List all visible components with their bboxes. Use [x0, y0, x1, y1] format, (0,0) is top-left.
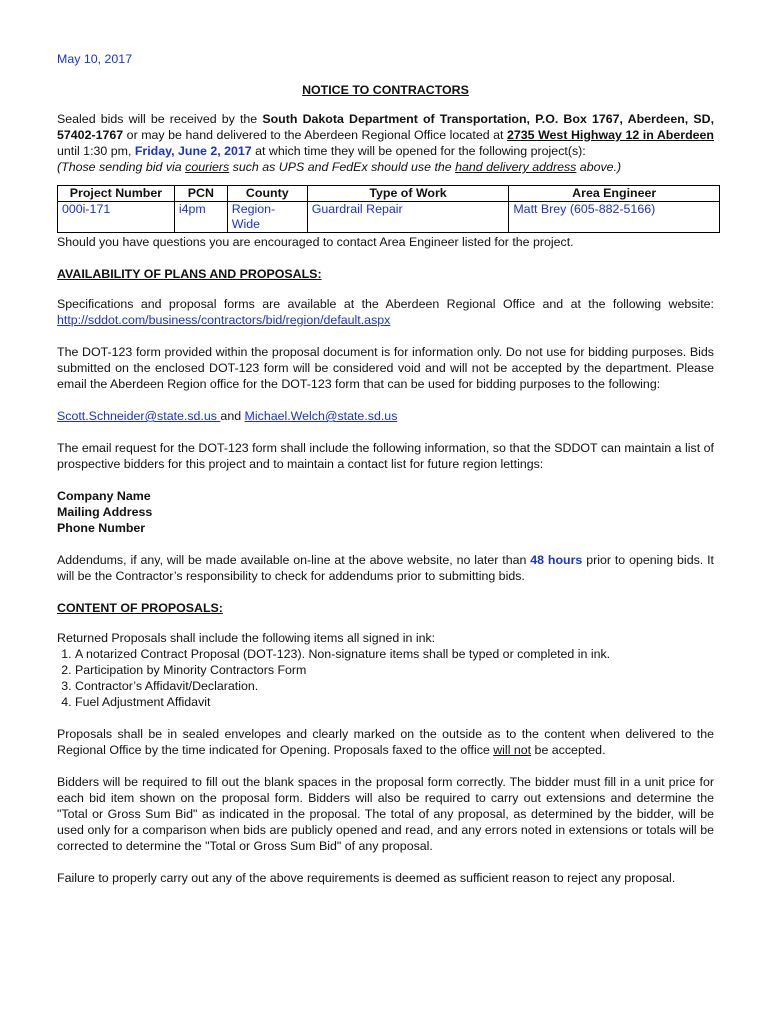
- cell-type-of-work: Guardrail Repair: [307, 202, 509, 233]
- regional-office-address: 2735 West Highway 12 in Aberdeen: [506, 128, 714, 142]
- email-and: and: [220, 409, 245, 423]
- required-info-list: [57, 488, 714, 536]
- proposal-items-list: [57, 646, 714, 710]
- notice-date: May 10, 2017: [57, 52, 133, 66]
- list-item: 2. Participation by Minority Contractors Form: [75, 662, 714, 678]
- addendums-paragraph: [57, 552, 714, 584]
- document-body: [57, 51, 714, 902]
- intro-text-1: Sealed bids will be received by the: [57, 112, 263, 126]
- intro-paragraph: [57, 111, 714, 159]
- email-line: [57, 408, 714, 424]
- website-link[interactable]: http://sddot.com/business/contractors/bid/region/default.aspx: [57, 313, 391, 327]
- courier-note-1: (Those sending bid via: [57, 160, 186, 174]
- email-request-paragraph: The email request for the DOT-123 form shall include the following information, so that the SDDOT can maintain a list of prospective bidders for this project and to maintain a contact list for future region lettings:: [57, 441, 714, 471]
- addendums-text-1: Addendums, if any, will be made available on-line at the above website, no later than: [57, 553, 531, 567]
- list-item: 1. A notarized Contract Proposal (DOT-123). Non-signature items shall be typed or completed in ink.: [75, 646, 714, 662]
- dot123-paragraph: The DOT-123 form provided within the proposal document is for information only. Do not use for bidding purposes. Bids submitted on the enclosed DOT-123 form will be considered void and will not be accepted by the department. Please email the Aberdeen Region office for the DOT-123 form that can be used for bidding purposes to the following:: [57, 345, 714, 391]
- notice-title: NOTICE TO CONTRACTORS: [302, 83, 469, 97]
- list-item: Company Name: [57, 489, 151, 503]
- cell-county: Region-Wide: [227, 202, 307, 233]
- list-item: Phone Number: [57, 521, 146, 535]
- header-pcn: PCN: [174, 186, 227, 202]
- courier-note-2: such as UPS and FedEx should use the: [229, 160, 456, 174]
- header-area-engineer: Area Engineer: [509, 186, 720, 202]
- sddot-mailing-address: South Dakota Department of Transportation, P.O. Box 1767, Aberdeen, SD, 57402-1767: [57, 112, 715, 142]
- courier-note-3: above.): [576, 160, 622, 174]
- sealed-envelopes-paragraph: [57, 726, 714, 758]
- content-heading: CONTENT OF PROPOSALS:: [57, 601, 223, 615]
- courier-note: [57, 159, 714, 175]
- intro-text-2: or may be hand delivered to the Aberdeen Regional Office located at: [123, 128, 507, 142]
- header-type-of-work: Type of Work: [307, 186, 509, 202]
- intro-text-3: until 1:30 pm,: [57, 144, 135, 158]
- failure-paragraph: Failure to properly carry out any of the above requirements is deemed as sufficient reason to reject any proposal.: [57, 871, 676, 885]
- cell-project-number: 000i-171: [58, 202, 175, 233]
- sealed-text-1: Proposals shall be in sealed envelopes and clearly marked on the outside as to the content when delivered to the Regional Office by the time indicated for Opening. Proposals faxed to the office: [57, 727, 714, 757]
- intro-text-4: at which time they will be opened for the following project(s):: [251, 144, 586, 158]
- content-lead: Returned Proposals shall include the following items all signed in ink:: [57, 631, 436, 645]
- project-table-header: [58, 186, 720, 202]
- list-item: 4. Fuel Adjustment Affidavit: [75, 694, 714, 710]
- list-item: 3. Contractor’s Affidavit/Declaration.: [75, 678, 714, 694]
- bid-deadline: Friday, June 2, 2017: [134, 144, 252, 158]
- addendums-text-2: prior to opening bids. It will be the Contractor’s responsibility to check for addendums prior to submitting bids.: [57, 553, 714, 583]
- addendum-hours: 48 hours: [530, 553, 583, 567]
- availability-text: Specifications and proposal forms are available at the Aberdeen Regional Office and at the following website:: [57, 297, 714, 311]
- availability-paragraph: [57, 296, 714, 328]
- table-row: [58, 202, 720, 233]
- project-table: [57, 185, 720, 233]
- hand-delivery-phrase: hand delivery address: [455, 160, 577, 174]
- cell-area-engineer: Matt Brey (605-882-5166): [509, 202, 720, 233]
- header-county: County: [227, 186, 307, 202]
- sealed-text-2: be accepted.: [531, 743, 606, 757]
- cell-pcn: i4pm: [174, 202, 227, 233]
- couriers-word: couriers: [185, 160, 230, 174]
- email-link-scott-schneider[interactable]: Scott.Schneider@state.sd.us: [57, 409, 221, 423]
- bidders-paragraph: Bidders will be required to fill out the blank spaces in the proposal form correctly. The bidder must fill in a unit price for each bid item shown on the proposal form. Bidders will also be required to carry out extensions and determine the "Total or Gross Sum Bid" as indicated in the proposal. The total of any proposal, as determined by the bidder, will be used only for a comparison when bids are publicly opened and read, and any errors noted in extensions or totals will be corrected to determine the "Total or Gross Sum Bid" of any proposal.: [57, 775, 714, 853]
- will-not-phrase: will not: [493, 743, 532, 757]
- header-project-number: Project Number: [58, 186, 175, 202]
- list-item: Mailing Address: [57, 505, 153, 519]
- email-link-michael-welch[interactable]: Michael.Welch@state.sd.us: [244, 409, 398, 423]
- availability-heading: AVAILABILITY OF PLANS AND PROPOSALS:: [57, 267, 322, 281]
- questions-note: Should you have questions you are encouraged to contact Area Engineer listed for the project.: [57, 235, 574, 249]
